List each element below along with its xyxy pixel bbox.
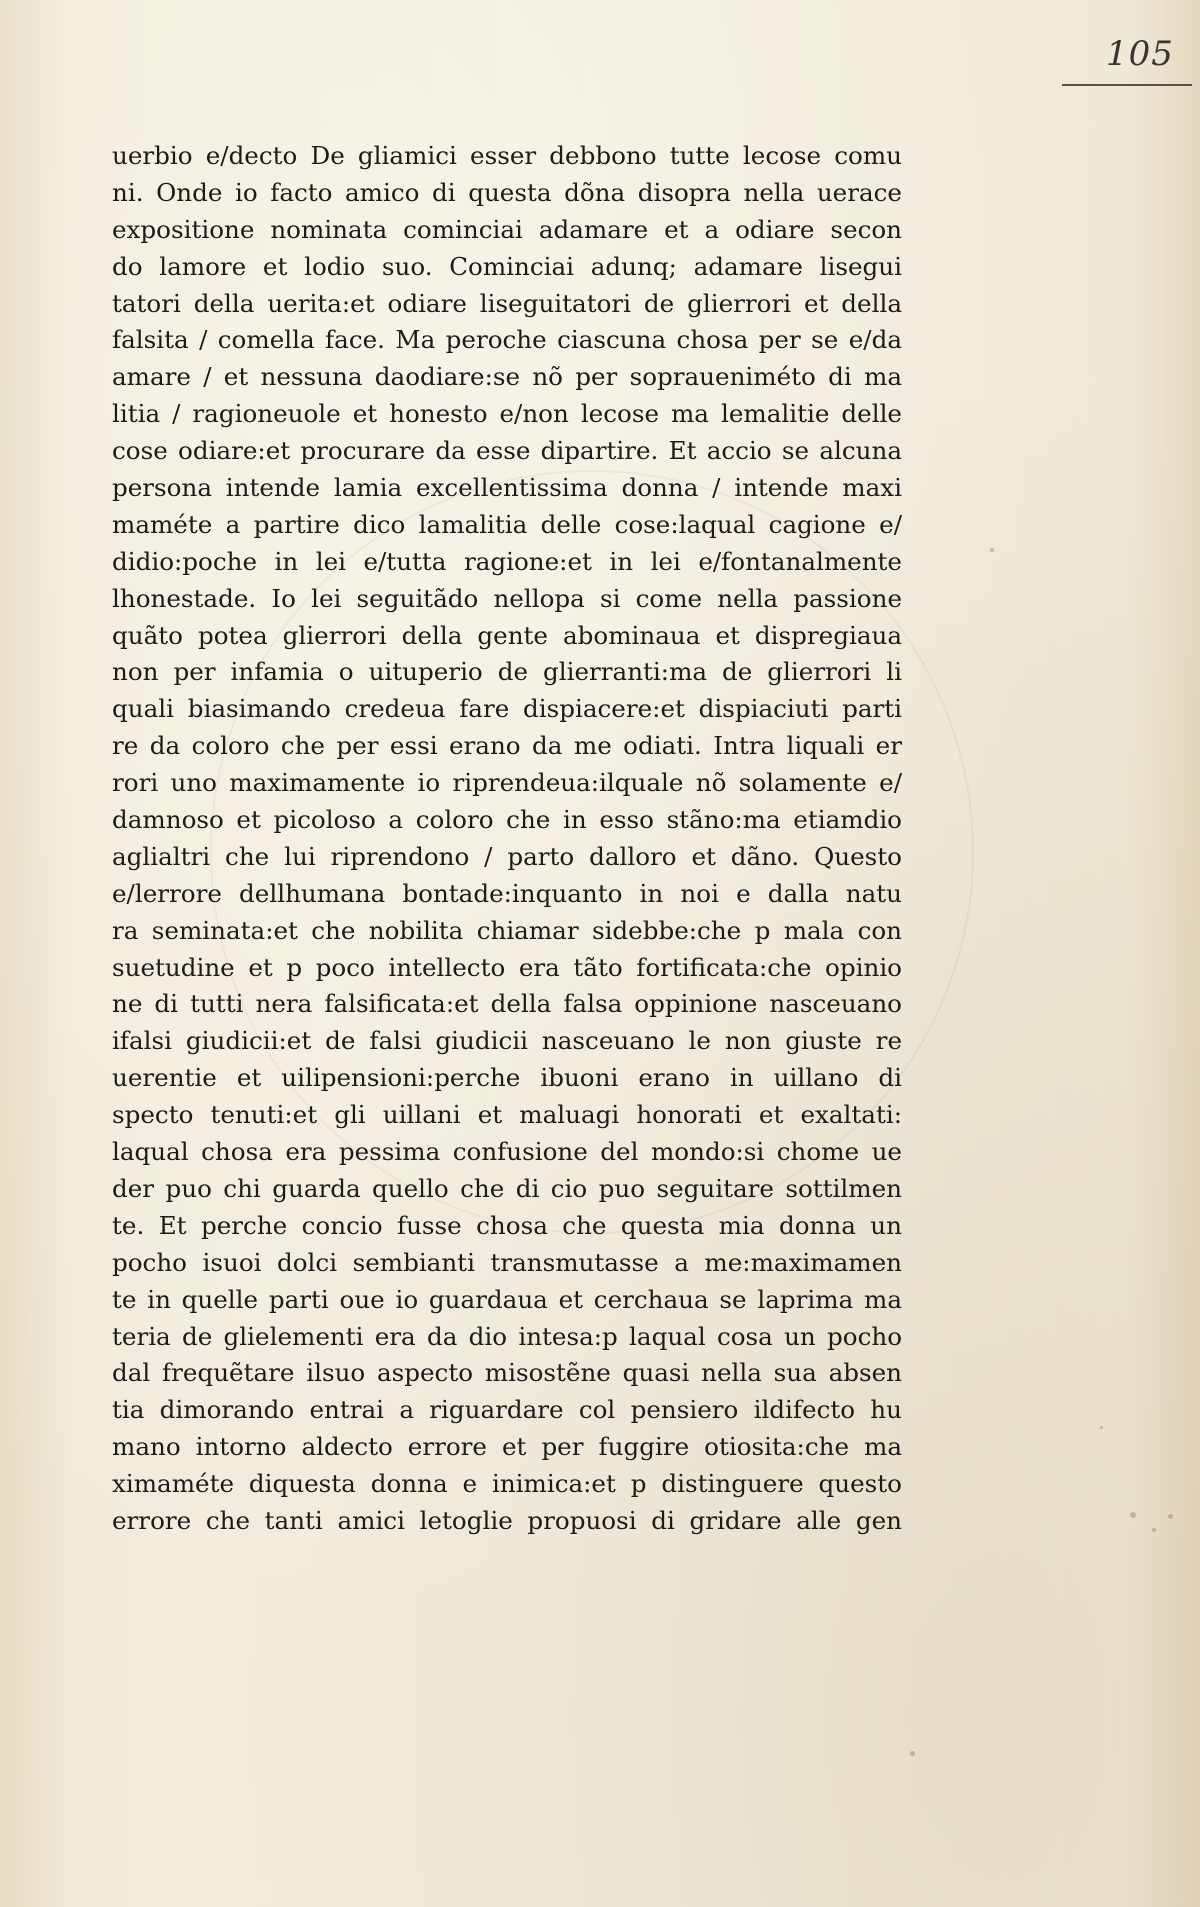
text-line: errore che tanti amici letoglie propuosi di gridare alle gen: [112, 1505, 902, 1535]
foxing-spot: [990, 548, 994, 552]
text-line: rori uno maximamente io riprendeua:ilquale nõ solamente e/: [112, 768, 902, 798]
text-line: damnoso et picoloso a coloro che in esso stãno:ma etiamdio: [112, 805, 902, 835]
text-line: didio:poche in lei e/tutta ragione:et in lei e/fontanalmente: [112, 546, 902, 576]
text-line: pocho isuoi dolci sembianti transmutasse a me:maximamen: [112, 1247, 902, 1277]
folio-underline: [1062, 84, 1192, 86]
text-line: te. Et perche concio fusse chosa che questa mia donna un: [112, 1210, 902, 1240]
text-line: e/lerrore dellhumana bontade:inquanto in noi e dalla natu: [112, 878, 902, 908]
text-line: falsita / comella face. Ma peroche ciascuna chosa per se e/da: [112, 325, 902, 355]
text-line: tia dimorando entrai a riguardare col pensiero ildifecto hu: [112, 1395, 902, 1425]
text-line: dal frequẽtare ilsuo aspecto misostẽne quasi nella sua absen: [112, 1358, 902, 1388]
text-line: lhonestade. Io lei seguitãdo nellopa si come nella passione: [112, 583, 902, 613]
text-line: cose odiare:et procurare da esse dipartire. Et accio se alcuna: [112, 436, 902, 466]
text-line: uerbio e/decto De gliamici esser debbono tutte lecose comu: [112, 141, 902, 170]
text-line: expositione nominata cominciai adamare et a odiare secon: [112, 214, 902, 244]
text-line: ximaméte diquesta donna e inimica:et p distinguere questo: [112, 1469, 902, 1499]
text-line: ni. Onde io facto amico di questa dõna disopra nella uerace: [112, 177, 902, 207]
text-line: tatori della uerita:et odiare liseguitatori de glierrori et della: [112, 288, 902, 318]
text-line: maméte a partire dico lamalitia delle cose:laqual cagione e/: [112, 509, 902, 539]
text-line: aglialtri che lui riprendono / parto dalloro et dãno. Questo: [112, 841, 902, 871]
text-line: specto tenuti:et gli uillani et maluagi honorati et exaltati:: [112, 1100, 902, 1130]
text-line: non per infamia o uituperio de glierranti:ma de glierrori li: [112, 657, 902, 687]
text-line: do lamore et lodio suo. Cominciai adunq; adamare lisegui: [112, 251, 902, 281]
text-line: persona intende lamia excellentissima donna / intende maxi: [112, 473, 902, 503]
text-line: der puo chi guarda quello che di cio puo seguitare sottilmen: [112, 1173, 902, 1203]
text-line: suetudine et p poco intellecto era tãto fortificata:che opinio: [112, 952, 902, 982]
text-line: teria de glielementi era da dio intesa:p laqual cosa un pocho: [112, 1321, 902, 1351]
folio-number: 105: [1106, 34, 1174, 74]
text-line: re da coloro che per essi erano da me odiati. Intra liquali er: [112, 731, 902, 761]
text-line: te in quelle parti oue io guardaua et cerchaua se laprima ma: [112, 1284, 902, 1314]
text-line: uerentie et uilipensioni:perche ibuoni erano in uillano di: [112, 1063, 902, 1093]
text-line: ne di tutti nera falsificata:et della falsa oppinione nasceuano: [112, 989, 902, 1019]
text-line: amare / et nessuna daodiare:se nõ per sopraueniméto di ma: [112, 362, 902, 392]
text-line: litia / ragioneuole et honesto e/non lecose ma lemalitie delle: [112, 399, 902, 429]
foxing-spot: [1152, 1528, 1156, 1532]
foxing-spot: [910, 1751, 915, 1756]
text-line: laqual chosa era pessima confusione del mondo:si chome ue: [112, 1137, 902, 1167]
text-line: mano intorno aldecto errore et per fuggire otiosita:che ma: [112, 1432, 902, 1462]
text-line: quãto potea glierrori della gente abominaua et dispregiaua: [112, 620, 902, 650]
foxing-spot: [1130, 1512, 1136, 1518]
foxing-spot: [1100, 1426, 1103, 1429]
text-line: quali biasimando credeua fare dispiacere:et dispiaciuti parti: [112, 694, 902, 724]
text-line: ra seminata:et che nobilita chiamar sidebbe:che p mala con: [112, 915, 902, 945]
text-line: ifalsi giudicii:et de falsi giudicii nasceuano le non giuste re: [112, 1026, 902, 1056]
foxing-spot: [1168, 1514, 1173, 1519]
text-block: [112, 138, 902, 1540]
